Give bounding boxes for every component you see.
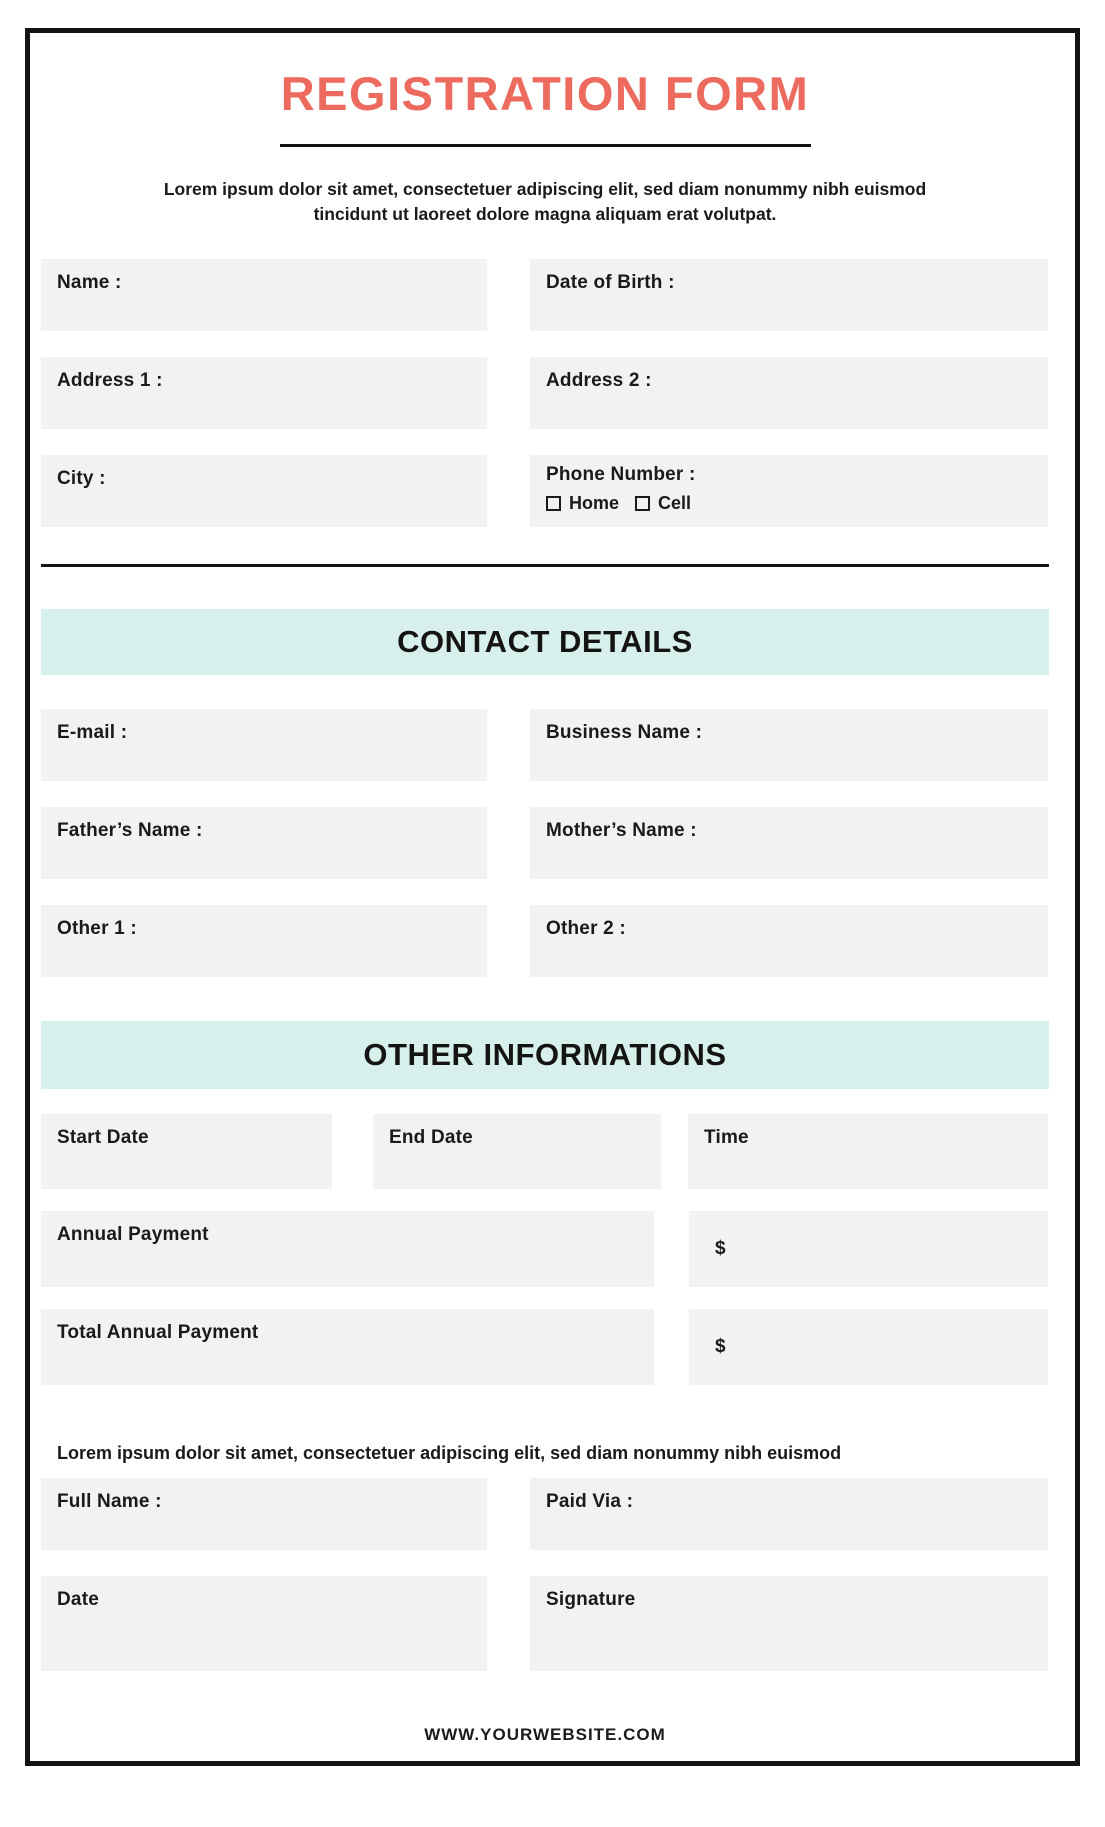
city-field[interactable] <box>41 455 487 527</box>
annual-payment-amount-field[interactable] <box>689 1211 1048 1287</box>
row-dates-time <box>41 1114 1049 1189</box>
other-informations-heading: OTHER INFORMATIONS <box>41 1021 1049 1089</box>
phone-label: Phone Number : <box>546 464 696 485</box>
row-email-business <box>41 709 1049 781</box>
page-title: REGISTRATION FORM <box>280 67 810 120</box>
full-name-label: Full Name : <box>57 1491 162 1512</box>
phone-type-options <box>546 493 1032 514</box>
total-annual-payment-label: Total Annual Payment <box>57 1322 259 1343</box>
father-name-field[interactable] <box>41 807 487 879</box>
email-label: E-mail : <box>57 722 128 743</box>
row-annual-payment <box>41 1211 1049 1287</box>
end-date-label: End Date <box>389 1127 473 1148</box>
home-checkbox-label: Home <box>569 493 620 513</box>
row-city-phone <box>41 455 1049 527</box>
date-field[interactable] <box>41 1576 487 1671</box>
title-underline <box>280 144 811 147</box>
start-date-label: Start Date <box>57 1127 149 1148</box>
mother-name-field[interactable] <box>530 807 1048 879</box>
row-total-annual-payment <box>41 1309 1049 1385</box>
row-date-signature <box>41 1576 1049 1671</box>
form-sheet <box>25 28 1080 1766</box>
mother-name-label: Mother’s Name : <box>546 820 697 841</box>
dollar-sign-icon: $ <box>715 1336 726 1357</box>
intro-text: Lorem ipsum dolor sit amet, consectetuer adipiscing elit, sed diam nonummy nibh euismod tincidunt ut laoreet dolore magna aliquam erat volutpat. <box>163 179 927 224</box>
email-field[interactable] <box>41 709 487 781</box>
date-label: Date <box>57 1589 99 1610</box>
annual-payment-field[interactable] <box>41 1211 654 1287</box>
time-field[interactable] <box>688 1114 1048 1189</box>
row-fullname-paidvia <box>41 1478 1049 1550</box>
signature-field[interactable] <box>530 1576 1048 1671</box>
row-address <box>41 357 1049 429</box>
other1-field[interactable] <box>41 905 487 977</box>
annual-payment-label: Annual Payment <box>57 1224 209 1245</box>
contact-details-heading: CONTACT DETAILS <box>41 609 1049 675</box>
end-date-field[interactable] <box>373 1114 661 1189</box>
paid-via-field[interactable] <box>530 1478 1048 1550</box>
address1-label: Address 1 : <box>57 370 163 391</box>
section-divider <box>41 564 1049 567</box>
business-name-label: Business Name : <box>546 722 703 743</box>
start-date-field[interactable] <box>41 1114 332 1189</box>
total-annual-payment-field[interactable] <box>41 1309 654 1385</box>
dob-label: Date of Birth : <box>546 272 675 293</box>
cell-checkbox-label: Cell <box>658 493 692 513</box>
total-annual-payment-amount-field[interactable] <box>689 1309 1048 1385</box>
row-parents <box>41 807 1049 879</box>
dollar-sign-icon: $ <box>715 1238 726 1259</box>
paid-via-label: Paid Via : <box>546 1491 634 1512</box>
full-name-field[interactable] <box>41 1478 487 1550</box>
city-label: City : <box>57 468 106 489</box>
other2-label: Other 2 : <box>546 918 626 939</box>
website-footer: WWW.YOURWEBSITE.COM <box>424 1725 666 1744</box>
signature-label: Signature <box>546 1589 636 1610</box>
father-name-label: Father’s Name : <box>57 820 203 841</box>
row-other <box>41 905 1049 977</box>
row-name-dob <box>41 259 1049 331</box>
time-label: Time <box>704 1127 749 1148</box>
address1-field[interactable] <box>41 357 487 429</box>
address2-label: Address 2 : <box>546 370 652 391</box>
agreement-note: Lorem ipsum dolor sit amet, consectetuer adipiscing elit, sed diam nonummy nibh euismod <box>57 1443 842 1463</box>
address2-field[interactable] <box>530 357 1048 429</box>
phone-field[interactable] <box>530 455 1048 527</box>
name-field[interactable] <box>41 259 487 331</box>
cell-checkbox-icon[interactable] <box>635 496 650 511</box>
other2-field[interactable] <box>530 905 1048 977</box>
other1-label: Other 1 : <box>57 918 137 939</box>
home-checkbox-icon[interactable] <box>546 496 561 511</box>
business-name-field[interactable] <box>530 709 1048 781</box>
name-label: Name : <box>57 272 122 293</box>
dob-field[interactable] <box>530 259 1048 331</box>
